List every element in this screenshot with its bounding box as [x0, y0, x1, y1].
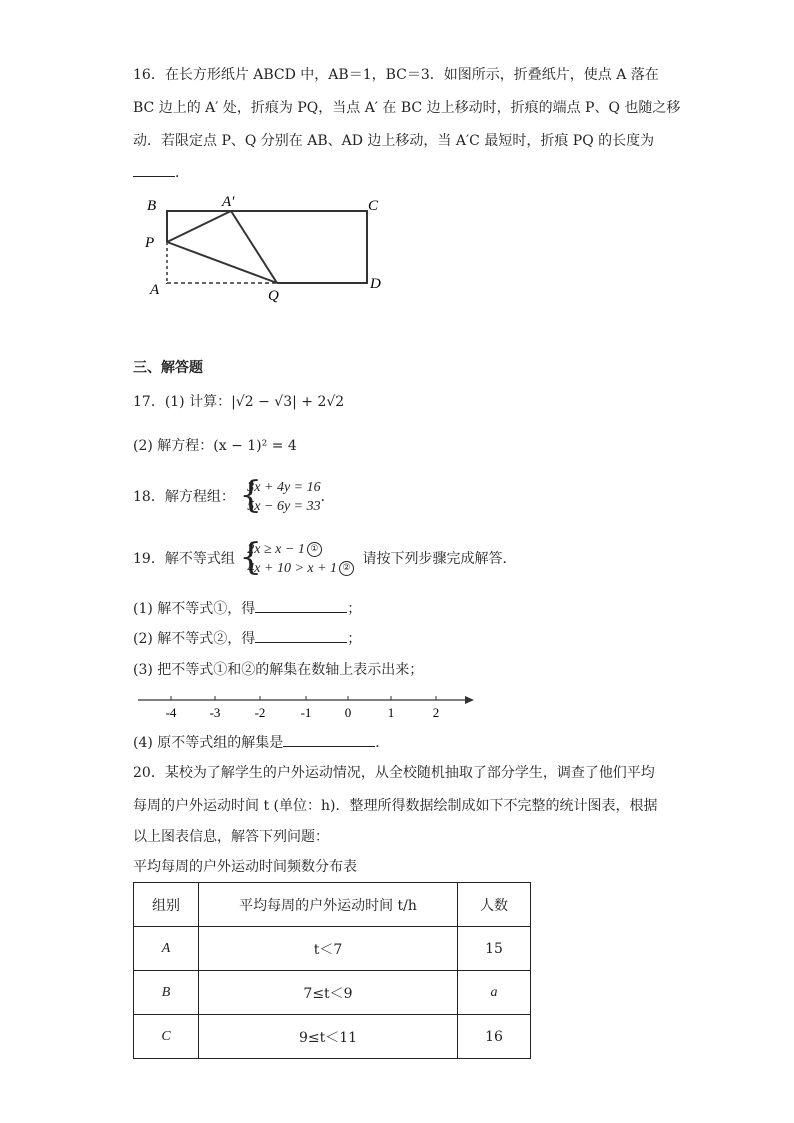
q19-step1-semicolon: ； [347, 601, 362, 617]
section-heading: 三、解答题 [133, 360, 203, 376]
q17-part2: (2) 解方程：(x − 1)² = 4 [133, 438, 297, 454]
number-line-tick-label: -1 [300, 705, 312, 720]
q19-step1-text: (1) 解不等式①，得 [133, 601, 256, 617]
label-b: B [147, 198, 157, 214]
table-row [134, 927, 531, 971]
q19-ineq1: 2x ≥ x − 1 [247, 542, 305, 557]
label-c: C [368, 198, 379, 214]
number-line-tick-label: -4 [165, 705, 177, 720]
number-line [133, 690, 478, 722]
q19-step2-semicolon: ； [347, 631, 362, 647]
number-line-tick-label: -2 [254, 705, 266, 720]
label-q: Q [268, 288, 279, 304]
segment-pa-prime [167, 211, 231, 242]
number-line-tick-label: -3 [209, 705, 221, 720]
crease-pq [167, 242, 277, 283]
q16-period: ． [175, 165, 189, 181]
q19-step3: (3) 把不等式①和②的解集在数轴上表示出来； [133, 662, 424, 678]
table-header-time: 平均每周的户外运动时间 t/h [199, 883, 458, 927]
q19-step2-blank[interactable] [255, 628, 347, 643]
label-d: D [370, 276, 381, 292]
q18-label: 18．解方程组： [133, 489, 235, 505]
q19-step2 [133, 628, 361, 649]
number-line-tick-label: 1 [387, 705, 395, 720]
q20-table-title: 平均每周的户外运动时间频数分布表 [133, 859, 357, 875]
q18-system: { 3x + 4y = 16 5x − 6y = 33 [239, 475, 321, 516]
number-line-arrow [465, 696, 474, 704]
q19-step1-blank[interactable] [255, 598, 347, 613]
table-cell-count: a [458, 971, 531, 1015]
q18-period: ． [320, 489, 335, 505]
q19-instruction: 请按下列步骤完成解答． [362, 551, 517, 567]
table-cell-group: C [134, 1015, 199, 1059]
q19-ineq2: 4x + 10 > x + 1 [247, 561, 338, 576]
table-cell-group: A [134, 927, 199, 971]
label-a: A [150, 282, 160, 298]
table-row [134, 1015, 531, 1059]
q19-step4-period: ． [375, 735, 390, 751]
table-header-group: 组别 [134, 883, 199, 927]
q16-line-3: 动．若限定点 P、Q 分别在 AB、AD 边上移动，当 A′C 最短时，折痕 PQ 的长度为 [133, 133, 655, 149]
number-line-tick-label: 0 [344, 705, 352, 720]
label-a-prime: A′ [222, 194, 235, 210]
q18-eq1: 3x + 4y = 16 [247, 480, 321, 495]
q16-figure [140, 190, 400, 305]
frequency-table [133, 882, 531, 1059]
segment-a-prime-q [231, 211, 277, 283]
table-header-row [134, 883, 531, 927]
q19-step4-text: (4) 原不等式组的解集是 [133, 735, 284, 751]
q18 [133, 475, 335, 518]
table-cell-time: t＜7 [199, 927, 458, 971]
q19-system: { 2x ≥ x − 1 ① 4x + 10 > x + 1 ② [239, 540, 354, 578]
table-cell-time: 7≤t＜9 [199, 971, 458, 1015]
q19-step4 [133, 732, 389, 753]
q16-answer-line [133, 162, 189, 183]
q16-line-2: BC 边上的 A′ 处，折痕为 PQ，当点 A′ 在 BC 边上移动时，折痕的端点 P、Q 也随之移 [133, 100, 681, 116]
number-line-tick-label: 2 [432, 705, 440, 720]
table-cell-count: 16 [458, 1015, 531, 1059]
q18-eq2: 5x − 6y = 33 [247, 499, 321, 514]
label-p: P [145, 235, 155, 251]
q19-step2-text: (2) 解不等式②，得 [133, 631, 256, 647]
table-header-count: 人数 [458, 883, 531, 927]
q20-line-1: 20．某校为了解学生的户外运动情况，从全校随机抽取了部分学生，调查了他们平均 [133, 765, 655, 781]
table-cell-group: B [134, 971, 199, 1015]
table-cell-count: 15 [458, 927, 531, 971]
table-cell-time: 9≤t＜11 [199, 1015, 458, 1059]
q19-mark-2: ② [339, 561, 354, 576]
q16-answer-blank[interactable] [133, 162, 175, 177]
rectangle-abcd [167, 211, 367, 283]
q19 [133, 537, 517, 580]
q19-mark-1: ① [307, 542, 322, 557]
q20-line-2: 每周的户外运动时间 t (单位：h)．整理所得数据绘制成如下不完整的统计图表，根据 [133, 798, 658, 814]
q19-step4-blank[interactable] [283, 732, 375, 747]
q17-part1: 17．(1) 计算：|√2 − √3| + 2√2 [133, 394, 345, 410]
q19-step1 [133, 598, 361, 619]
q16-line-1: 16．在长方形纸片 ABCD 中，AB＝1，BC＝3．如图所示，折叠纸片，使点 A 落在 [133, 67, 659, 83]
table-row [134, 971, 531, 1015]
q19-label: 19．解不等式组 [133, 551, 235, 567]
q20-line-3: 以上图表信息，解答下列问题： [133, 829, 329, 845]
